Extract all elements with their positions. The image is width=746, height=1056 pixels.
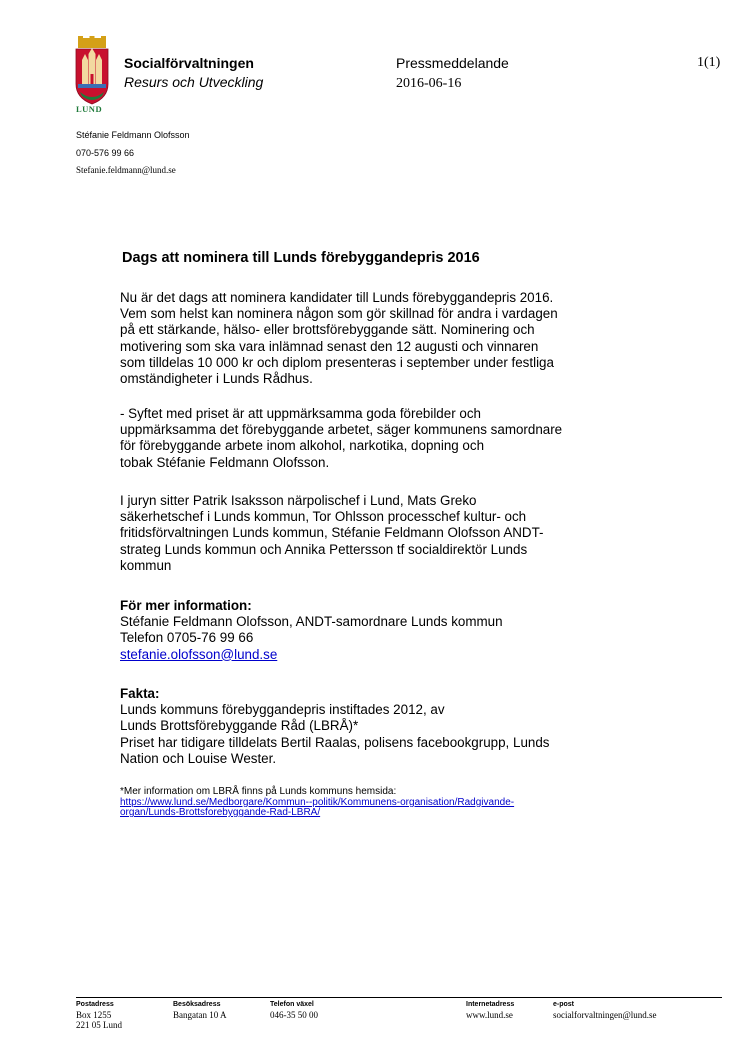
paragraph-line: strateg Lunds kommun och Annika Pettersson tf socialdirektör Lunds [120, 541, 528, 557]
lbra-website-link[interactable]: https://www.lund.se/Medborgare/Kommun--politik/Kommunens-organisation/Radgivande- [120, 796, 515, 808]
footer-email [553, 1000, 657, 1020]
paragraph-line: motivering som ska vara inlämnad senast den 12 augusti och vinnaren [120, 338, 539, 354]
lund-coat-of-arms-logo [72, 36, 112, 116]
footer-divider [76, 997, 722, 998]
footer-label: Telefon växel [270, 1001, 314, 1008]
paragraph-line: på ett stärkande, hälso- eller brottsförebyggande sätt. Nominering och [120, 322, 535, 338]
footer-label: Postadress [76, 1001, 114, 1008]
page-number: 1(1) [697, 55, 721, 70]
more-information-section [120, 598, 660, 663]
paragraph-line: Nu är det dags att nominera kandidater till Lunds förebyggandepris 2016. [120, 290, 554, 305]
footer-value: 221 05 Lund [76, 1020, 122, 1030]
facts-section [120, 686, 660, 767]
more-information-phone: Telefon 0705-76 99 66 [120, 630, 254, 646]
press-release-title: Dags att nominera till Lunds förebyggandepris 2016 [122, 250, 480, 266]
paragraph-line: omständigheter i Lunds Rådhus. [120, 371, 313, 387]
footnote-text: *Mer information om LBRÅ finns på Lunds kommuns hemsida: [120, 786, 397, 797]
paragraph-line: för förebyggande arbete inom alkohol, narkotika, dopning och [120, 438, 485, 454]
logo-wordmark: LUND [76, 104, 103, 114]
organization-department: Resurs och Utveckling [124, 74, 264, 90]
organization-name: Socialförvaltningen [124, 55, 254, 71]
footer-visiting-address [173, 1000, 227, 1020]
footer-website [466, 1000, 514, 1020]
more-information-email-link[interactable]: stefanie.olofsson@lund.se [120, 646, 278, 662]
facts-line: Priset har tidigare tilldelats Bertil Raalas, polisens facebookgrupp, Lunds [120, 734, 550, 750]
paragraph-quote [120, 406, 660, 471]
paragraph-line: tobak Stéfanie Feldmann Olofsson. [120, 454, 330, 470]
footer-postal-address [76, 1000, 122, 1030]
footer-value: 046-35 50 00 [270, 1010, 318, 1020]
document-type: Pressmeddelande [396, 55, 509, 71]
paragraph-line: som tilldelas 10 000 kr och diplom presenteras i september under festliga [120, 354, 554, 370]
facts-heading: Fakta: [120, 686, 160, 701]
contact-email: Stefanie.feldmann@lund.se [76, 165, 176, 175]
facts-line: Lunds kommuns förebyggandepris instiftades 2012, av [120, 702, 445, 718]
footer-label: e-post [553, 1001, 574, 1008]
contact-phone: 070-576 99 66 [76, 148, 135, 158]
paragraph-line: Vem som helst kan nominera någon som gör skillnad för andra i vardagen [120, 306, 558, 322]
paragraph-line: kommun [120, 557, 172, 573]
document-date: 2016-06-16 [396, 76, 462, 91]
facts-line: Nation och Louise Wester. [120, 750, 277, 766]
more-information-heading: För mer information: [120, 598, 252, 613]
footer-phone [270, 1000, 318, 1020]
paragraph-line: fritidsförvaltningen Lunds kommun, Stéfanie Feldmann Olofsson ANDT- [120, 525, 544, 541]
paragraph-line: säkerhetschef i Lunds kommun, Tor Ohlsson processchef kultur- och [120, 509, 527, 525]
paragraph-line: - Syftet med priset är att uppmärksamma goda förebilder och [120, 406, 481, 421]
contact-name: Stéfanie Feldmann Olofsson [76, 130, 190, 140]
footer-value: socialforvaltningen@lund.se [553, 1010, 657, 1020]
footer-value: www.lund.se [466, 1010, 513, 1020]
more-information-contact: Stéfanie Feldmann Olofsson, ANDT-samordnare Lunds kommun [120, 614, 503, 630]
paragraph-line: uppmärksamma det förebyggande arbetet, säger kommunens samordnare [120, 422, 563, 438]
paragraph-intro [120, 290, 660, 387]
footer-value: Bangatan 10 A [173, 1010, 227, 1020]
paragraph-line: I juryn sitter Patrik Isaksson närpolischef i Lund, Mats Greko [120, 493, 477, 508]
footer-value: Box 1255 [76, 1010, 112, 1020]
footnote [120, 787, 660, 819]
footer-label: Internetadress [466, 1001, 515, 1008]
paragraph-jury [120, 493, 660, 574]
lbra-website-link-continued[interactable]: organ/Lunds-Brottsforebyggande-Rad-LBRA/ [120, 807, 321, 819]
facts-line: Lunds Brottsförebyggande Råd (LBRÅ)* [120, 718, 359, 734]
footer-label: Besöksadress [173, 1001, 221, 1008]
